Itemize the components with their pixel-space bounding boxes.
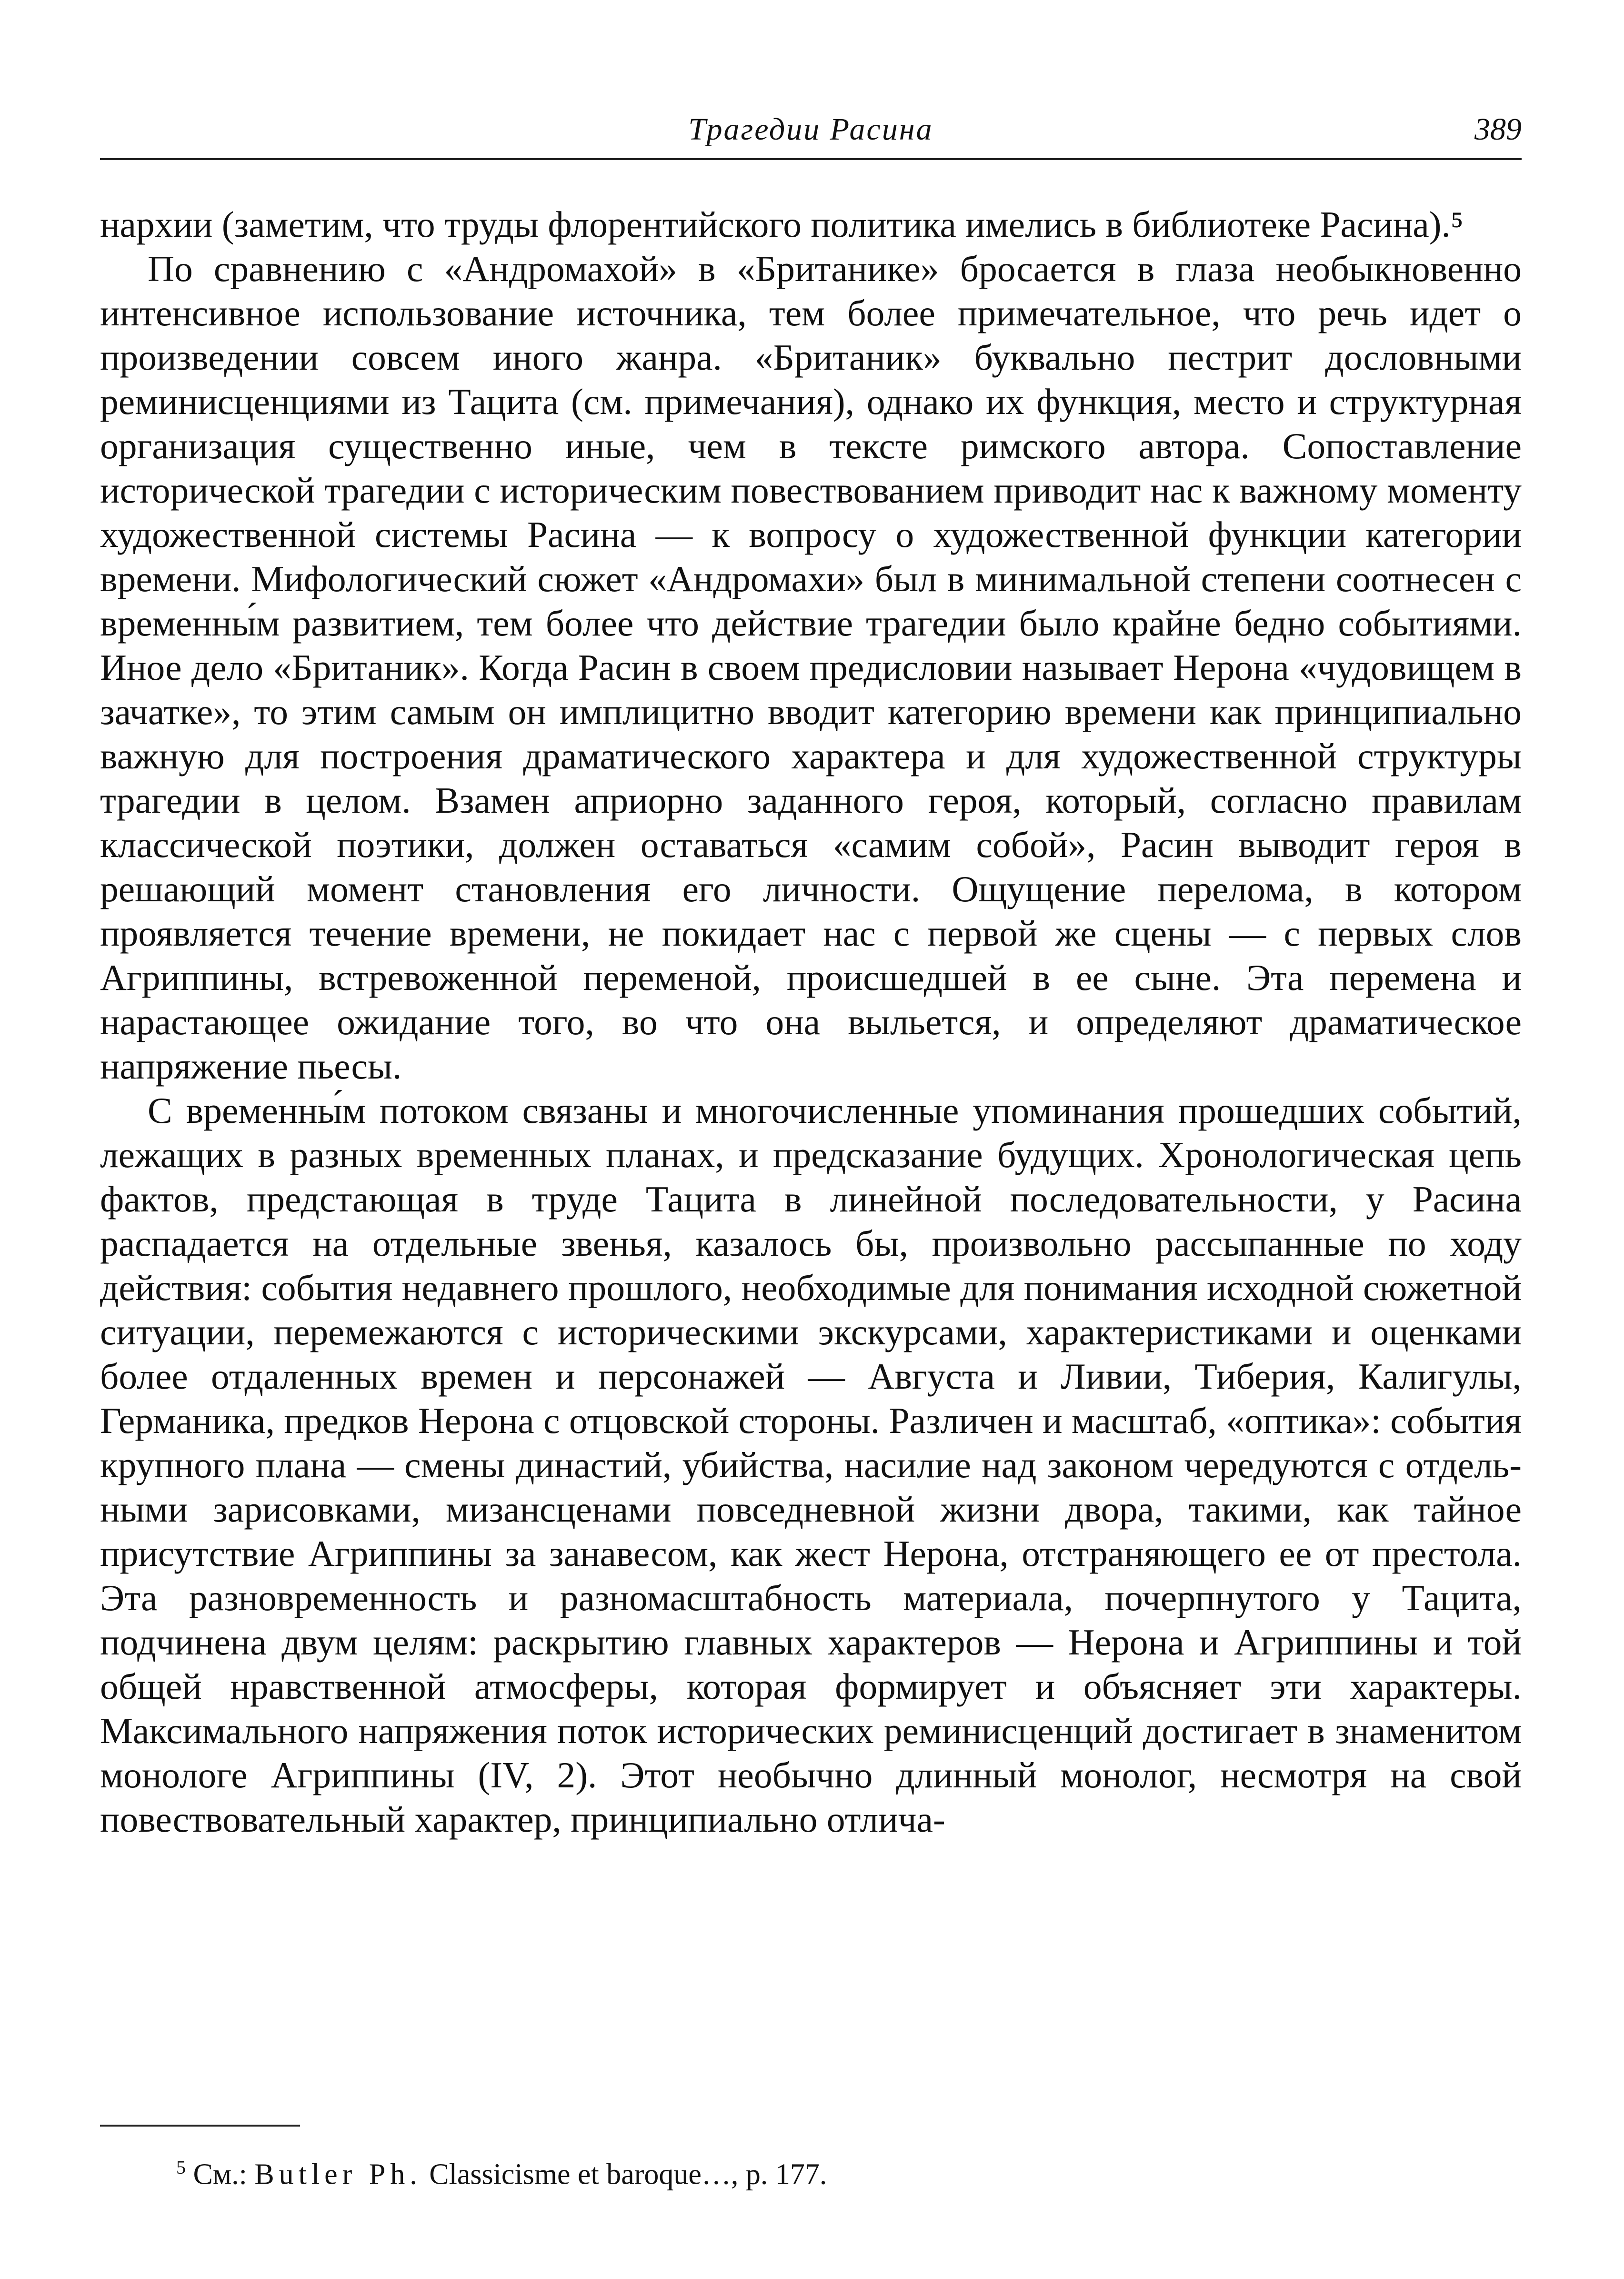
footnote-prefix: См.: — [193, 2158, 247, 2191]
page-number: 389 — [1474, 112, 1522, 147]
paragraph-continuation: нархии (заметим, что труды флорентийского политика имелись в библиотеке Расина).⁵ — [100, 204, 1464, 245]
paragraph: С временны́м потоком связаны и многочисленные упоминания прошедших событий, лежащих в разных временных планах, и предсказание будущих. Хронологическая цепь фактов, предстающая в труде Тацита в линейной последовательности, у Расина распадается на отдельные звенья, казалось бы, произвольно рассыпанные по ходу действия: события недавнего прошлого, необходимые для понимания исходной сюжетной ситуации, перемежаются с историческими экскурсами, характеристиками и оценками более отдаленных времен и персонажей — Августа и Ливии, Тиберия, Калигулы, Германика, предков Нерона с отцовской стороны. Различен и масштаб, «оптика»: события крупного плана — смены династий, убийства, насилие над законом чередуются с отдельными зарисовками, мизансценами повседневной жизни двора, такими, как тайное присутствие Агриппины за занавесом, как жест Нерона, отстраняющего ее от престола. Эта разновременность и разномасштабность материала, почерпнутого у Тацита, подчинена двум целям: раскрытию главных характеров — Нерона и Агриппины и той общей нравственной атмосферы, которая формирует и объясняет эти характеры. Максимального напряжения поток исторических реминисценций достигает в знаменитом монологе Агриппины (IV, 2). Этот необычно длинный монолог, несмотря на свой повествовательный характер, принципиально отлича- — [100, 1090, 1522, 1840]
footnote — [100, 2148, 1522, 2194]
paragraph: По сравнению с «Андромахой» в «Британике» бросается в глаза необыкновенно интенсивное использование источника, тем более примечательное, что речь идет о произведении совсем иного жанра. «Британик» буквально пестрит дословными реминисценциями из Тацита (см. примечания), однако их функция, место и структурная организация существенно иные, чем в тексте римского автора. Сопоставление исторической трагедии с историческим повествованием приводит нас к важному моменту художественной системы Расина — к вопросу о художественной функции категории времени. Мифологический сюжет «Андромахи» был в минимальной степени соотнесен с временны́м развитием, тем более что действие трагедии было крайне бедно событиями. Иное дело «Британик». Когда Расин в своем предисловии называет Нерона «чудовищем в зачатке», то этим самым он имплицитно вводит категорию времени как принципиально важную для построения драматического характера и для художественной структуры трагедии в целом. Взамен априорно заданного героя, который, согласно правилам классической поэтики, должен оставаться «самим собой», Расин выводит героя в решающий момент становления его личности. Ощущение перелома, в котором проявляется течение времени, не покидает нас с первой же сцены — с первых слов Агриппины, встревоженной переменой, происшедшей в ее сыне. Эта перемена и нарастающее ожидание того, во что она выльется, и определяют драматическое напряжение пьесы. — [100, 248, 1522, 1087]
body-text — [100, 202, 1522, 1842]
footnote-marker: 5 — [176, 2157, 186, 2178]
running-title: Трагедии Расина — [688, 112, 933, 147]
footnote-author: Butler Ph. — [254, 2158, 422, 2191]
footnote-title: Classicisme et baroque…, p. 177. — [429, 2158, 827, 2191]
footnote-divider — [100, 2125, 300, 2127]
running-header — [100, 106, 1522, 160]
